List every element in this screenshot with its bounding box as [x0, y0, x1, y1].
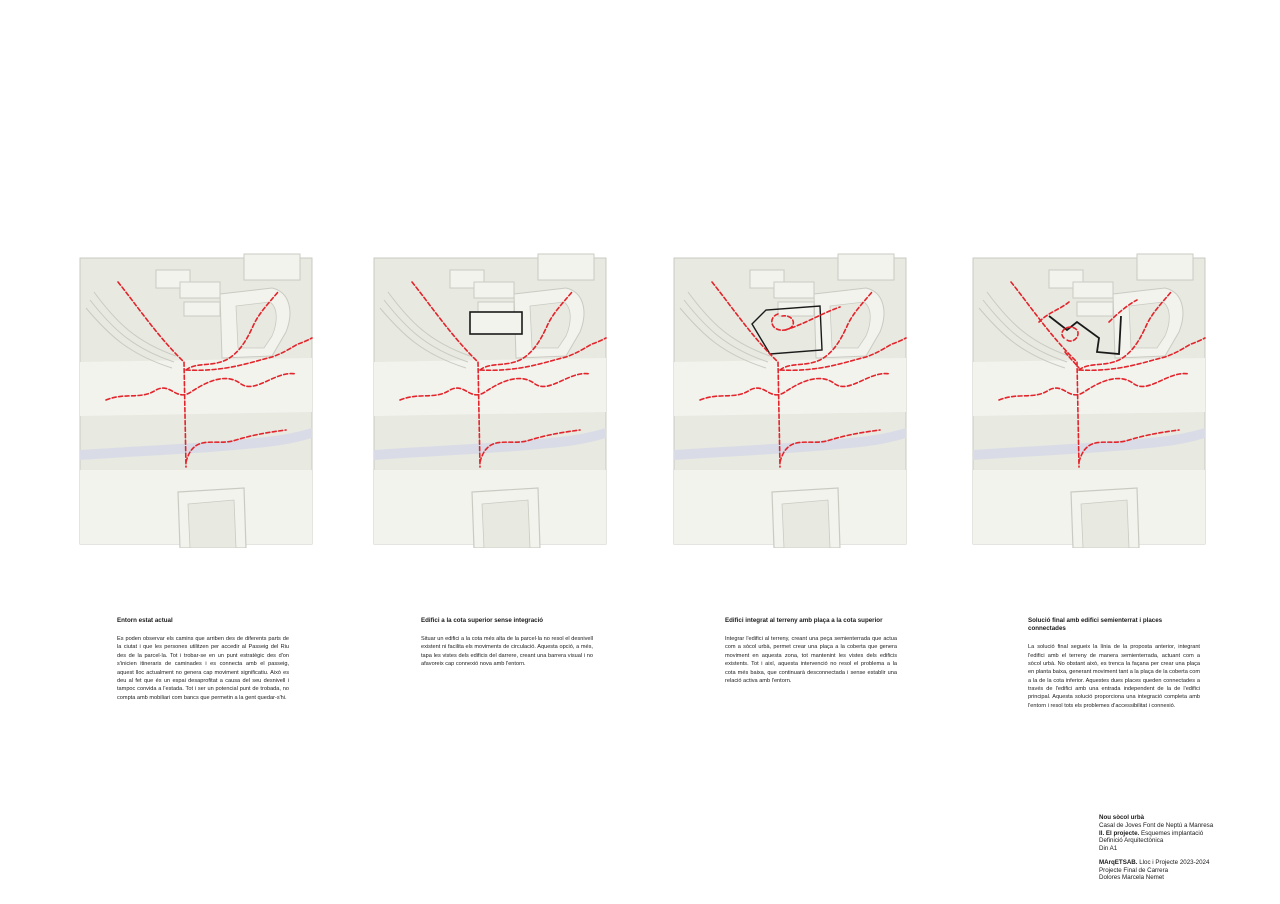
- panel-text-3: [725, 617, 897, 685]
- promenade-terrace: [374, 358, 606, 416]
- panel-description: Integrar l'edifici al terreny, creant una peça semienterrada que actua com a sòcol urbà, permet crear una plaça a la coberta que genera moviment en aquesta zona, tot mantenint les vistes dels edificis existents. Tot i així, aquesta intervenció no resol el problema a la cota més baixa, que continuarà desconnectada i sense establir una relació activa amb l'entorn.: [725, 636, 897, 685]
- existing-building: [838, 254, 894, 280]
- site-model-diagram: [370, 252, 610, 548]
- school-text: Lloc i Projecte 2023-2024: [1139, 858, 1210, 866]
- project-title: Nou sòcol urbà: [1099, 814, 1145, 821]
- school-label: MArqETSAB.: [1099, 858, 1138, 866]
- existing-building: [244, 254, 300, 280]
- section-label: II. El projecte.: [1099, 829, 1140, 837]
- promenade-terrace: [973, 358, 1205, 416]
- panel-text-2: [421, 617, 593, 669]
- site-model-diagram: [969, 252, 1209, 548]
- panel-title: Entorn estat actual: [117, 617, 173, 624]
- existing-building: [774, 282, 814, 298]
- panel-text-4: [1028, 617, 1200, 710]
- author-name: Dolores Marcela Nemet: [1099, 874, 1164, 882]
- model-photo-final-solution: [969, 252, 1209, 548]
- panel-description: Situar un edifici a la cota més alta de la parcel·la no resol el desnivell existent ni facilita els moviments de circulació. Aquesta opció, a més, tapa les vistes dels edificis del darrere, creant una barrera visual i no afavoreix cap connexió nova amb l'entorn.: [421, 636, 593, 668]
- credits-block: [1099, 814, 1269, 888]
- existing-building: [1077, 302, 1113, 316]
- site-model-diagram: [76, 252, 316, 548]
- existing-building: [184, 302, 220, 316]
- existing-building: [474, 282, 514, 298]
- lower-building-courtyard: [188, 500, 236, 548]
- section-sub: Definició Arquitectònica: [1099, 837, 1164, 845]
- existing-building: [1137, 254, 1193, 280]
- panel-description: Es poden observar els camins que arriben des de diferents parts de la ciutat i que les persones utilitzen per accedir al Passeig del Riu des de la parcel·la. Tot i trobar-se en un punt estratègic des d'on s'inicien itineraris de caminades i es connecta amb el passeig, aquest lloc actualment no genera cap moviment significatiu. Això es deu al fet que és un espai desaprofitat a causa del seu desnivell i tampoc convida a l'estada. Tot i ser un potencial punt de trobada, no compta amb mobiliari com bancs que permetin a la gent quedar-s'hi.: [117, 636, 289, 701]
- existing-building: [180, 282, 220, 298]
- panel-title: Edifici a la cota superior sense integració: [421, 617, 544, 624]
- course-name: Projecte Final de Carrera: [1099, 866, 1169, 874]
- model-photo-current-state: [76, 252, 316, 548]
- site-model-diagram: [670, 252, 910, 548]
- lower-building-courtyard: [1081, 500, 1129, 548]
- section-text: Esquemes implantació: [1140, 829, 1204, 837]
- promenade-terrace: [674, 358, 906, 416]
- project-subtitle: Casal de Joves Font de Neptú a Manresa: [1099, 821, 1214, 829]
- existing-building: [1073, 282, 1113, 298]
- model-photo-integrated-building: [670, 252, 910, 548]
- new-building-outline: [470, 312, 522, 334]
- panel-description: La solució final segueix la línia de la proposta anterior, integrant l'edifici amb el terreny de manera semienterrada, actuant com a sòcol urbà. No obstant això, es trenca la façana per crear una plaça en planta baixa, generant moviment tant a la plaça de la coberta com a la de la cota inferior. Aquestes dues places queden connectades a través de l'edifici amb una entrada independent de la de l'edifici principal. Aquesta solució proporciona una integració completa amb l'entorn i resol tots els problemes d'accessibilitat i connexió.: [1028, 644, 1200, 709]
- panel-title: Edifici integrat al terreny amb plaça a la cota superior: [725, 617, 883, 624]
- panel-text-1: [117, 617, 289, 702]
- promenade-terrace: [80, 358, 312, 416]
- existing-building: [538, 254, 594, 280]
- model-photo-upper-building: [370, 252, 610, 548]
- lower-building-courtyard: [482, 500, 530, 548]
- lower-building-courtyard: [782, 500, 830, 548]
- panel-title: Solució final amb edifici semienterrat i places connectades: [1028, 617, 1163, 633]
- sheet-format: Din A1: [1099, 845, 1118, 852]
